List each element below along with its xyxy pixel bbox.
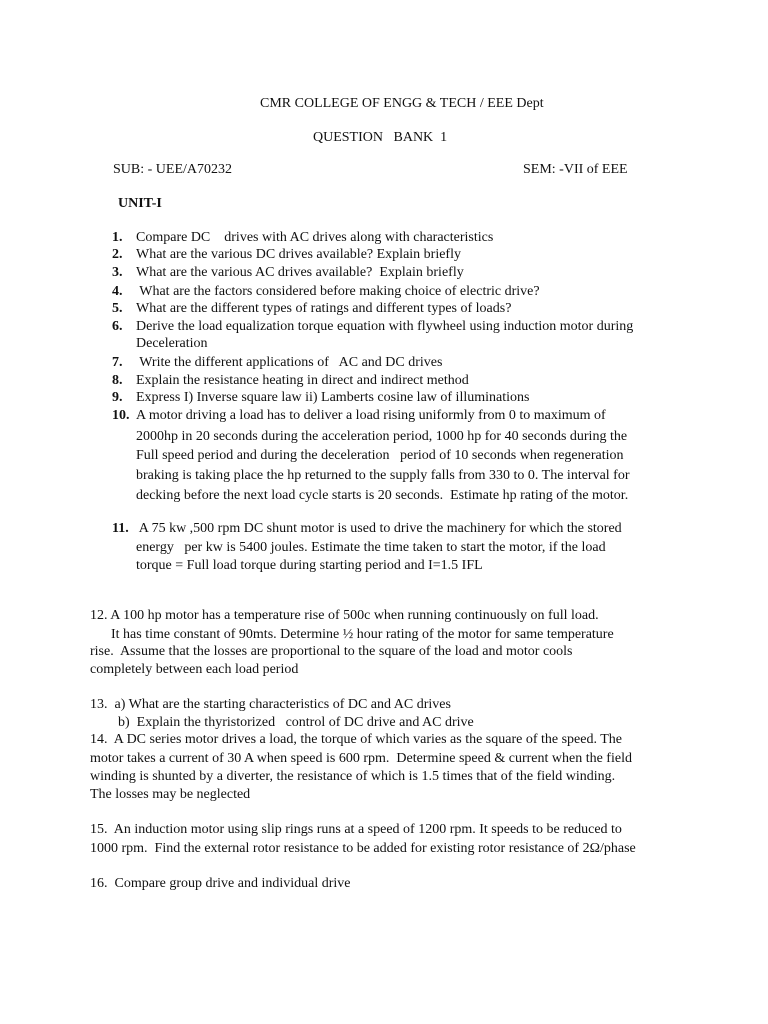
question-text: 16. Compare group drive and individual drive xyxy=(90,876,351,891)
page-title: QUESTION BANK 1 xyxy=(313,130,448,145)
question-text: 1000 rpm. Find the external rotor resistance to be added for existing rotor resistance of 2Ω/phase xyxy=(90,841,636,856)
question-text: 15. An induction motor using slip rings runs at a speed of 1200 rpm. It speeds to be reduced to xyxy=(90,822,622,837)
question-text: A motor driving a load has to deliver a load rising uniformly from 0 to maximum of xyxy=(136,408,606,423)
question-number: 9. xyxy=(112,390,123,405)
question-text: energy per kw is 5400 joules. Estimate the time taken to start the motor, if the load xyxy=(136,540,606,555)
question-text: 12. A 100 hp motor has a temperature rise of 500c when running continuously on full load. xyxy=(90,608,599,623)
question-number: 1. xyxy=(112,230,123,245)
question-text: What are the different types of ratings and different types of loads? xyxy=(136,301,512,316)
question-number: 8. xyxy=(112,373,123,388)
subject-code: SUB: - UEE/A70232 xyxy=(113,162,232,177)
unit-heading: UNIT-I xyxy=(118,196,162,211)
question-text: completely between each load period xyxy=(90,662,299,677)
question-number: 11. xyxy=(112,521,129,536)
question-number: 5. xyxy=(112,301,123,316)
question-text: braking is taking place the hp returned to the supply falls from 330 to 0. The interval for xyxy=(136,468,630,483)
question-text: winding is shunted by a diverter, the resistance of which is 1.5 times that of the field winding. xyxy=(90,769,616,784)
question-text: The losses may be neglected xyxy=(90,787,251,802)
college-header: CMR COLLEGE OF ENGG & TECH / EEE Dept xyxy=(260,96,544,111)
question-text: What are the various AC drives available? Explain briefly xyxy=(136,265,464,280)
question-text: b) Explain the thyristorized control of DC drive and AC drive xyxy=(90,715,474,730)
question-text: 13. a) What are the starting characteristics of DC and AC drives xyxy=(90,697,451,712)
question-text: Derive the load equalization torque equation with flywheel using induction motor during xyxy=(136,319,634,334)
question-text: What are the various DC drives available? Explain briefly xyxy=(136,247,461,262)
question-number: 6. xyxy=(112,319,123,334)
question-text: A 75 kw ,500 rpm DC shunt motor is used to drive the machinery for which the stored xyxy=(136,521,622,536)
question-text: 14. A DC series motor drives a load, the torque of which varies as the square of the speed. The xyxy=(90,732,622,747)
question-text: Explain the resistance heating in direct and indirect method xyxy=(136,373,469,388)
question-text: Write the different applications of AC and DC drives xyxy=(136,355,443,370)
question-text: Deceleration xyxy=(136,336,208,351)
question-number: 3. xyxy=(112,265,123,280)
question-text: It has time constant of 90mts. Determine ½ hour rating of the motor for same temperature xyxy=(90,627,614,642)
question-text: 2000hp in 20 seconds during the acceleration period, 1000 hp for 40 seconds during the xyxy=(136,429,628,444)
question-text: What are the factors considered before making choice of electric drive? xyxy=(136,284,540,299)
semester: SEM: -VII of EEE xyxy=(523,162,628,177)
question-number: 4. xyxy=(112,284,123,299)
question-number: 7. xyxy=(112,355,123,370)
question-text: torque = Full load torque during starting period and I=1.5 IFL xyxy=(136,558,483,573)
question-text: Express I) Inverse square law ii) Lamberts cosine law of illuminations xyxy=(136,390,530,405)
question-text: motor takes a current of 30 A when speed is 600 rpm. Determine speed & current when the field xyxy=(90,751,632,766)
question-text: Compare DC drives with AC drives along with characteristics xyxy=(136,230,494,245)
question-text: decking before the next load cycle starts is 20 seconds. Estimate hp rating of the motor. xyxy=(136,488,629,503)
question-number: 10. xyxy=(112,408,130,423)
question-text: rise. Assume that the losses are proportional to the square of the load and motor cools xyxy=(90,644,573,659)
question-text: Full speed period and during the deceleration period of 10 seconds when regeneration xyxy=(136,448,624,463)
question-number: 2. xyxy=(112,247,123,262)
